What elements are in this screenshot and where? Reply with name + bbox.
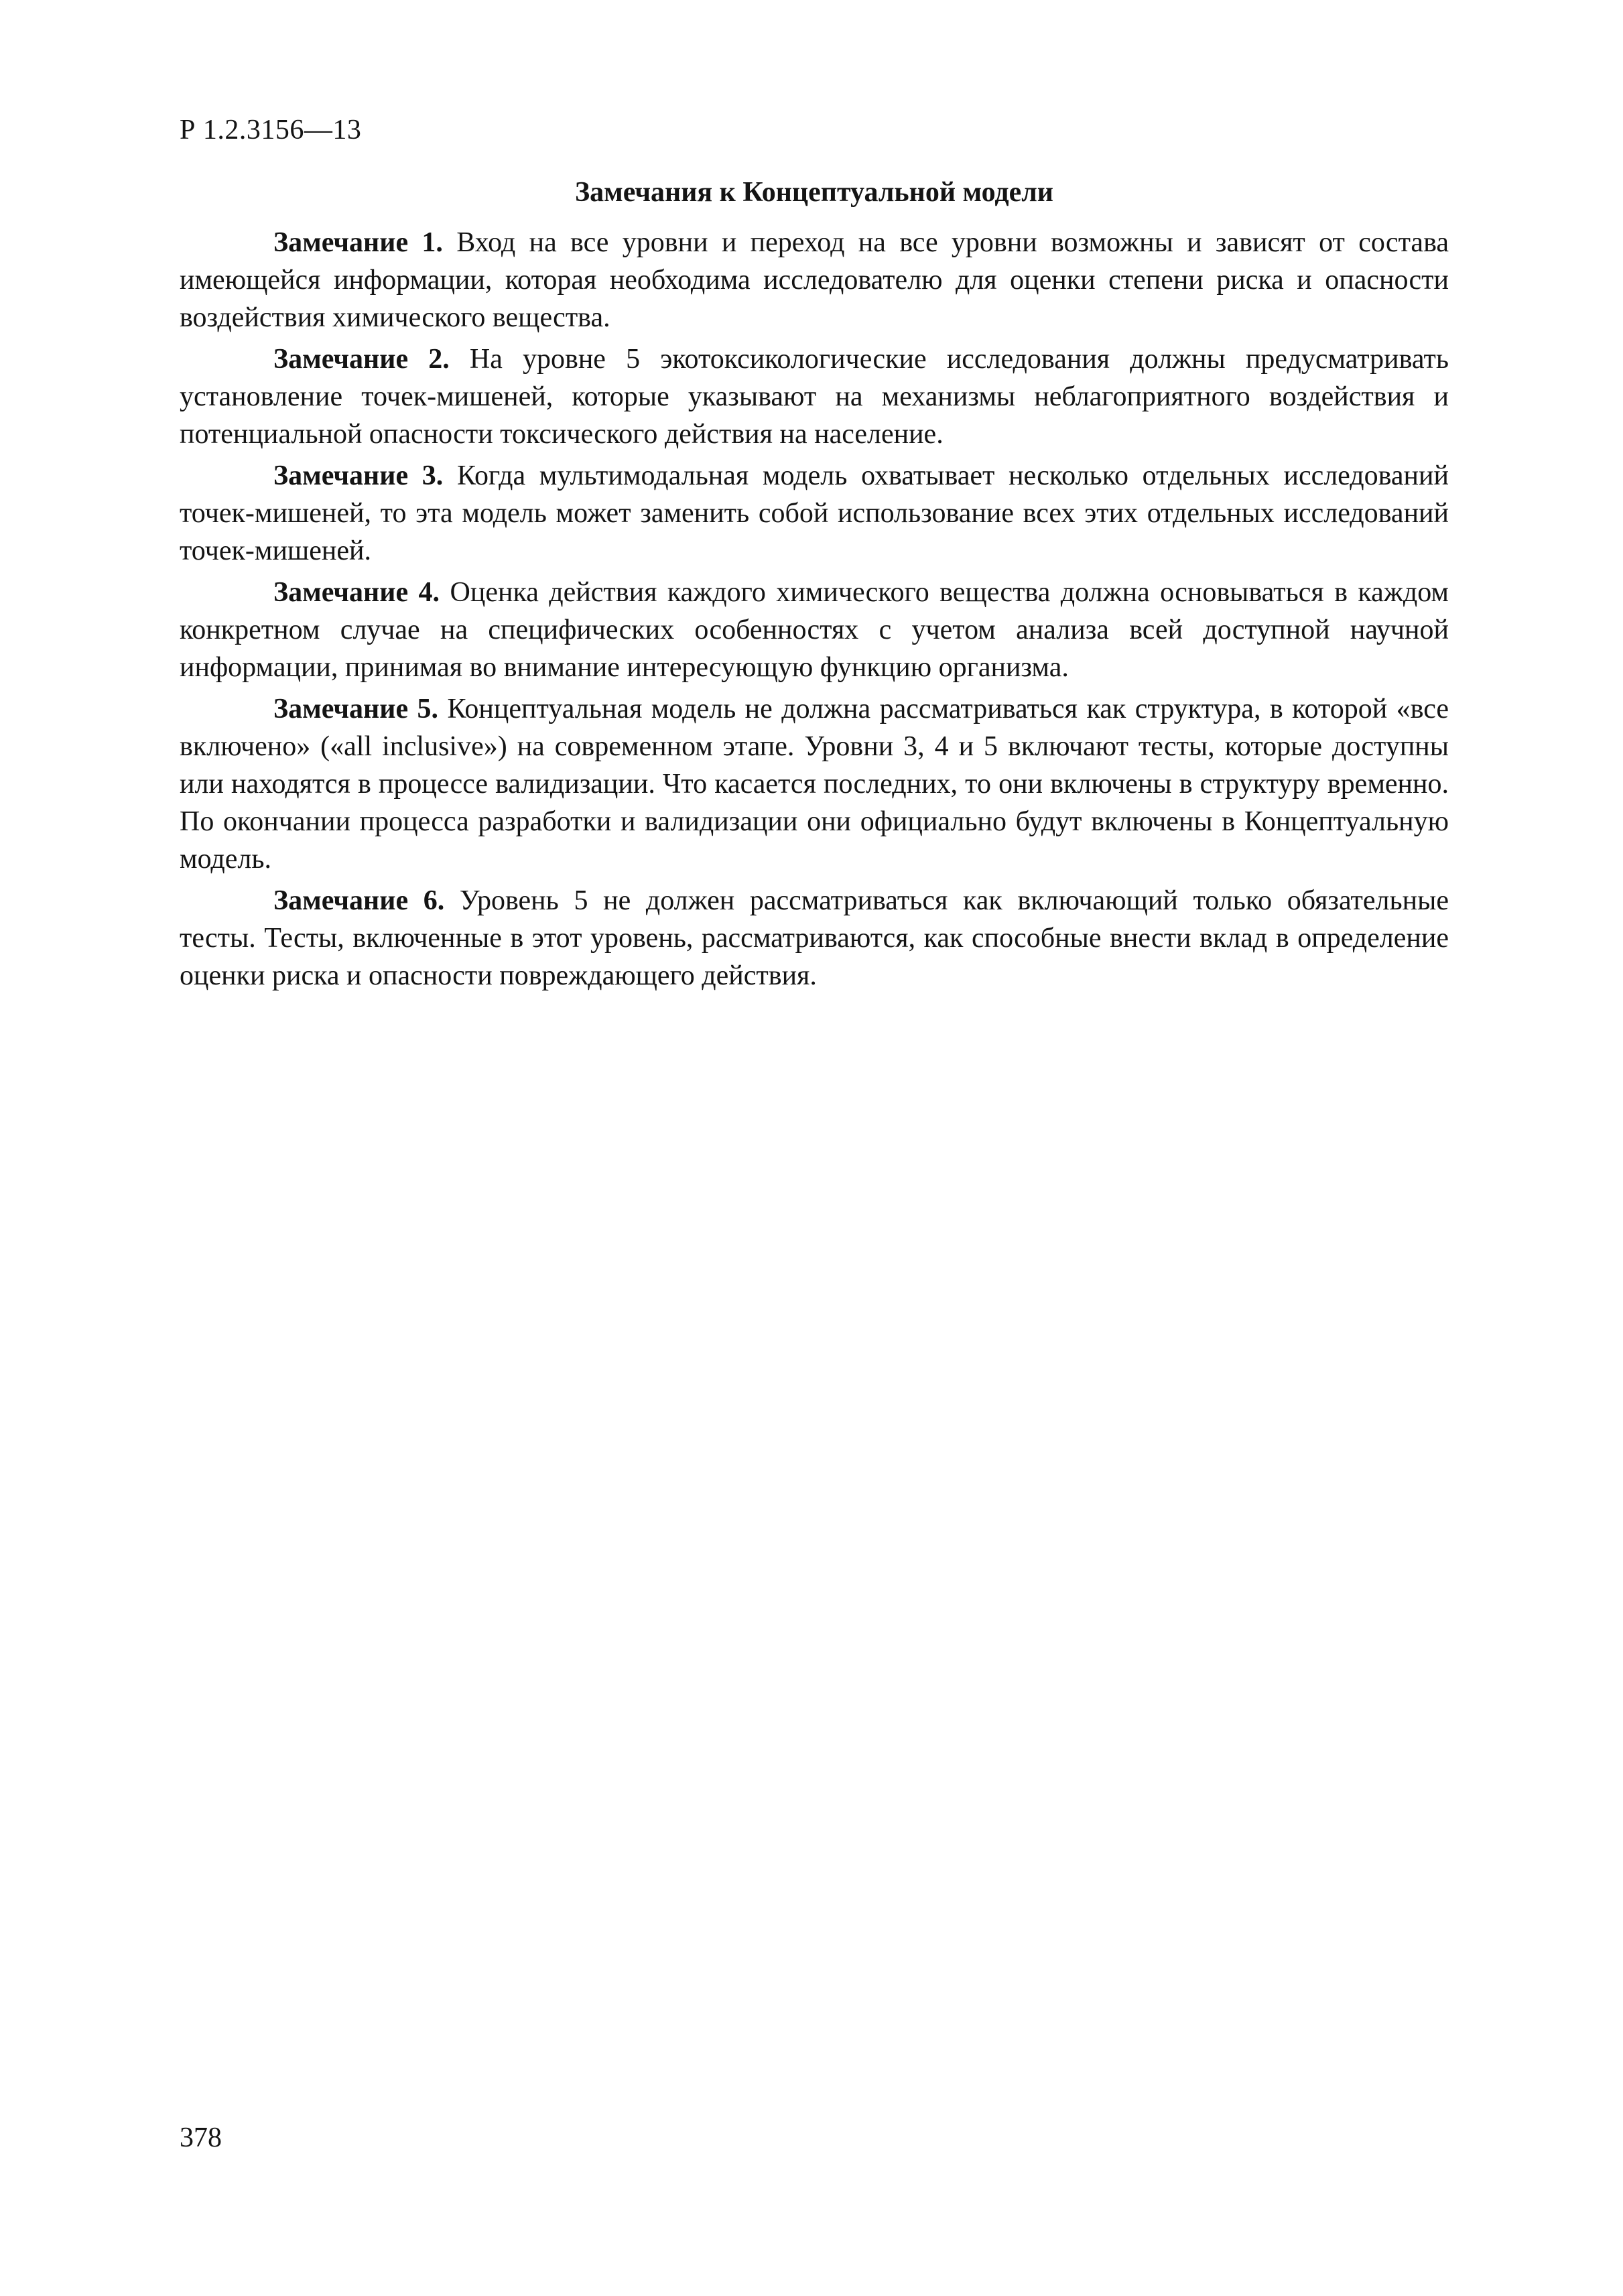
remark-text: Вход на все уровни и переход на все уровни возможны и зависят от состава имеющейся информации, которая необходима исследователю для оценки степени риска и опасности воздействия химического вещества.	[180, 227, 1449, 333]
section-title: Замечания к Концептуальной модели	[574, 177, 1054, 208]
remark-2	[180, 340, 1449, 453]
document-code: Р 1.2.3156—13	[180, 115, 362, 145]
remark-label: Замечание 6.	[273, 885, 445, 916]
remark-label: Замечание 2.	[273, 344, 450, 375]
remark-text: Когда мультимодальная модель охватывает несколько отдельных исследований точек-мишеней, то эта модель может заменить собой использование всех этих отдельных исследований точек-мишеней.	[180, 460, 1449, 566]
remark-text: На уровне 5 экотоксикологические исследования должны предусматривать установление точек-мишеней, которые указывают на механизмы неблагоприятного воздействия и потенциальной опасности токсического действия на население.	[180, 344, 1449, 450]
remark-6	[180, 882, 1449, 995]
remark-text: Концептуальная модель не должна рассматриваться как структура, в которой «все включено» («all inclusive») на современном этапе. Уровни 3, 4 и 5 включают тесты, которые доступны или находятся в процессе валидизации. Что касается последних, то они включены в структуру временно. По окончании процесса разработки и валидизации они официально будут включены в Концептуальную модель.	[180, 694, 1449, 875]
remark-1	[180, 224, 1449, 336]
remark-label: Замечание 1.	[273, 227, 443, 258]
remark-text: Оценка действия каждого химического вещества должна основываться в каждом конкретном случае на специфических особенностях с учетом анализа всей доступной научной информации, принимая во внимание интересующую функцию организма.	[180, 577, 1449, 683]
remark-label: Замечание 5.	[273, 694, 439, 724]
remark-label: Замечание 3.	[273, 460, 444, 491]
remark-3	[180, 457, 1449, 570]
remarks-section	[180, 173, 1449, 999]
remark-label: Замечание 4.	[273, 577, 440, 608]
page-number: 378	[180, 2122, 222, 2153]
remark-text: Уровень 5 не должен рассматриваться как включающий только обязательные тесты. Тесты, включенные в этот уровень, рассматриваются, как способные внести вклад в определение оценки риска и опасности повреждающего действия.	[180, 885, 1449, 991]
remark-5	[180, 690, 1449, 878]
remark-4	[180, 574, 1449, 686]
